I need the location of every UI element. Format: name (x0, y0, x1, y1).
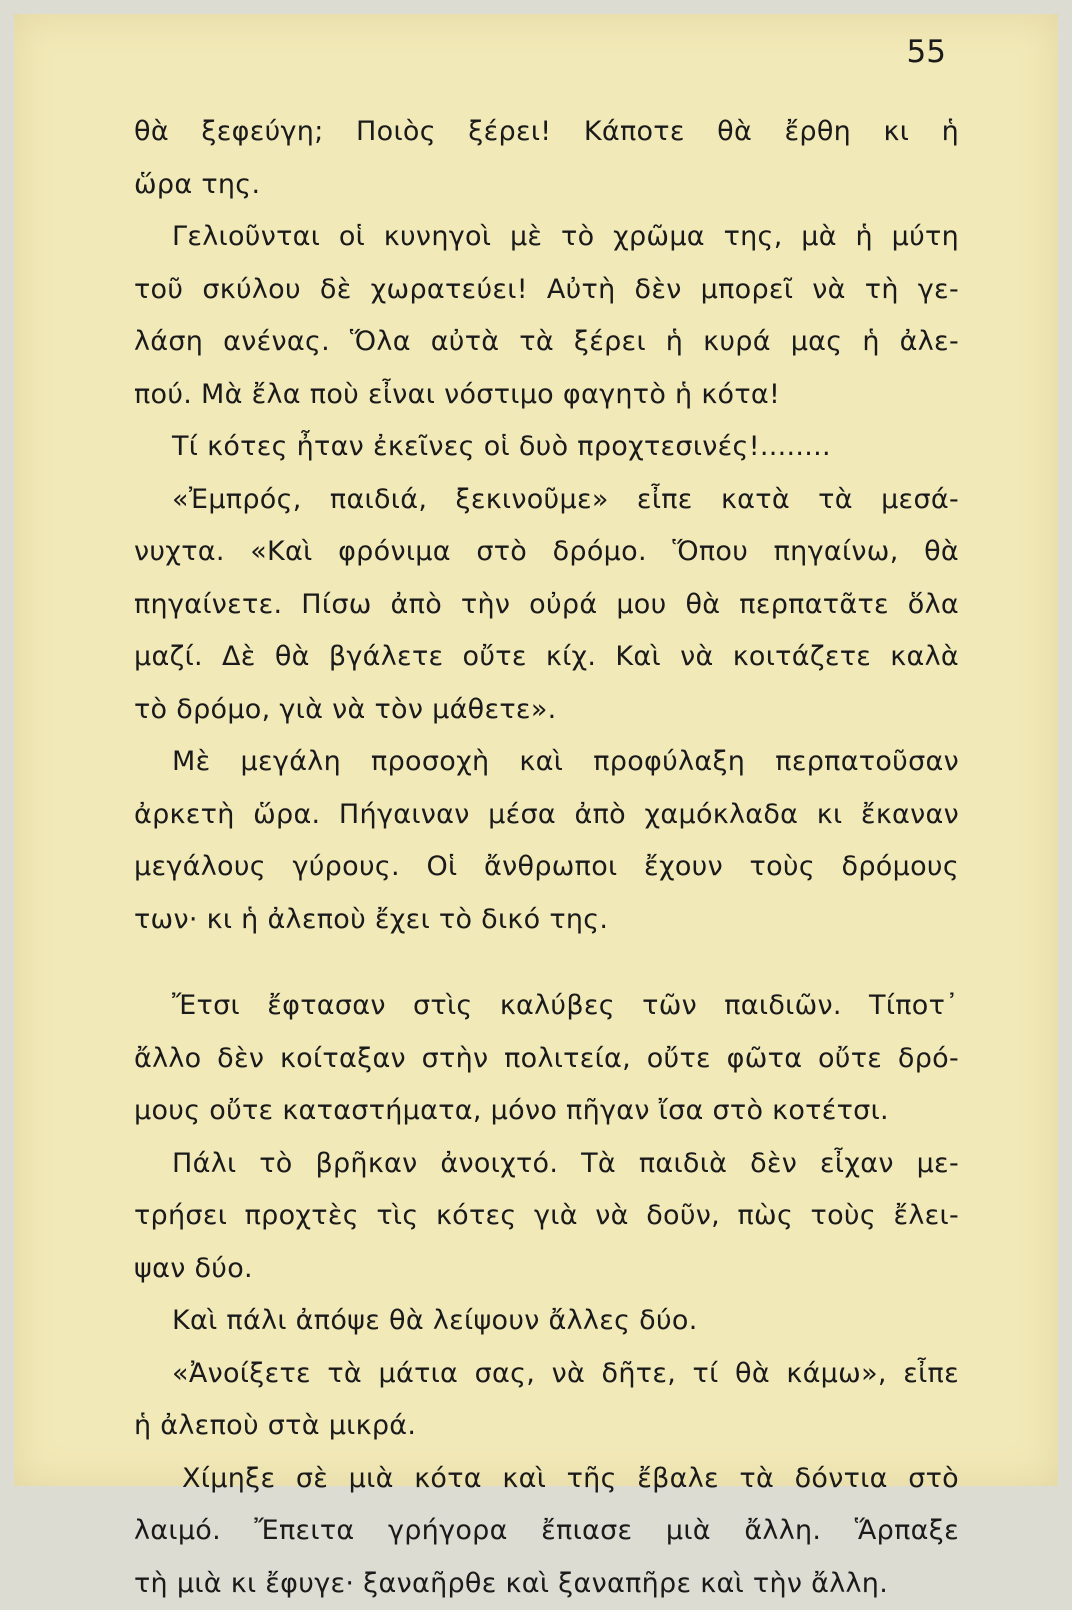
text-line: των· κι ἡ ἀλεποὺ ἔχει τὸ δικό της. (134, 894, 959, 947)
text-line: μαζί. Δὲ θὰ βγάλετε οὔτε κίχ. Καὶ νὰ κοιτάζετε καλὰ (134, 631, 959, 684)
text-line: ψαν δύο. (134, 1243, 959, 1296)
text-line: πού. Μὰ ἔλα ποὺ εἶναι νόστιμο φαγητὸ ἡ κότα! (134, 369, 959, 422)
text-line: Ἔτσι ἔφτασαν στὶς καλύβες τῶν παιδιῶν. Τίποτ᾽ (134, 980, 959, 1033)
text-line: τοῦ σκύλου δὲ χωρατεύει! Αὐτὴ δὲν μπορεῖ νὰ τὴ γε- (134, 264, 959, 317)
text-line: νυχτα. «Καὶ φρόνιμα στὸ δρόμο. Ὅπου πηγαίνω, θὰ (134, 526, 959, 579)
text-line: Γελιοῦνται οἱ κυνηγοὶ μὲ τὸ χρῶμα της, μὰ ἡ μύτη (134, 211, 959, 264)
body-text (134, 106, 959, 1610)
paragraph (134, 106, 959, 211)
text-line: Χίμηξε σὲ μιὰ κότα καὶ τῆς ἔβαλε τὰ δόντια στὸ (134, 1453, 959, 1506)
book-page (14, 14, 1058, 1486)
text-line: τρήσει προχτὲς τὶς κότες γιὰ νὰ δοῦν, πὼς τοὺς ἔλει- (134, 1190, 959, 1243)
text-line: λάση ανένας. Ὅλα αὐτὰ τὰ ξέρει ἡ κυρά μας ἡ ἀλε- (134, 316, 959, 369)
paragraph (134, 474, 959, 737)
text-line: τὴ μιὰ κι ἔφυγε· ξαναῆρθε καὶ ξαναπῆρε καὶ τὴν ἄλλη. (134, 1558, 959, 1610)
paragraph (134, 421, 959, 474)
text-line: Μὲ μεγάλη προσοχὴ καὶ προφύλαξη περπατοῦσαν (134, 736, 959, 789)
text-line: μους οὔτε καταστήματα, μόνο πῆγαν ἴσα στὸ κοτέτσι. (134, 1085, 959, 1138)
text-line: Καὶ πάλι ἀπόψε θὰ λείψουν ἄλλες δύο. (134, 1295, 959, 1348)
paragraph (134, 1295, 959, 1348)
text-line: «Ἐμπρός, παιδιά, ξεκινοῦμε» εἶπε κατὰ τὰ μεσά- (134, 474, 959, 527)
page-number: 55 (907, 34, 946, 70)
paragraph (134, 1348, 959, 1453)
text-line: τὸ δρόμο, γιὰ νὰ τὸν μάθετε». (134, 684, 959, 737)
text-line: λαιμό. Ἔπειτα γρήγορα ἔπιασε μιὰ ἄλλη. Ἅρπαξε (134, 1505, 959, 1558)
text-line: «Ἀνοίξετε τὰ μάτια σας, νὰ δῆτε, τί θὰ κάμω», εἶπε (134, 1348, 959, 1401)
paragraph (134, 211, 959, 421)
paragraph (134, 1453, 959, 1610)
paragraph (134, 736, 959, 946)
text-line: ὥρα της. (134, 159, 959, 212)
text-line: ἄλλο δὲν κοίταξαν στὴν πολιτεία, οὔτε φῶτα οὔτε δρό- (134, 1033, 959, 1086)
paragraph (134, 980, 959, 1138)
text-line: ἀρκετὴ ὥρα. Πήγαιναν μέσα ἀπὸ χαμόκλαδα κι ἔκαναν (134, 789, 959, 842)
text-line: Πάλι τὸ βρῆκαν ἀνοιχτό. Τὰ παιδιὰ δὲν εἶχαν με- (134, 1138, 959, 1191)
text-line: Τί κότες ἦταν ἐκεῖνες οἱ δυὸ προχτεσινές!........ (134, 421, 959, 474)
paragraph (134, 1138, 959, 1296)
paragraph-gap (134, 946, 959, 980)
text-line: ἡ ἀλεποὺ στὰ μικρά. (134, 1400, 959, 1453)
text-line: μεγάλους γύρους. Οἱ ἄνθρωποι ἔχουν τοὺς δρόμους (134, 841, 959, 894)
text-line: θὰ ξεφεύγη; Ποιὸς ξέρει! Κάποτε θὰ ἔρθη κι ἡ (134, 106, 959, 159)
text-line: πηγαίνετε. Πίσω ἀπὸ τὴν οὐρά μου θὰ περπατᾶτε ὅλα (134, 579, 959, 632)
